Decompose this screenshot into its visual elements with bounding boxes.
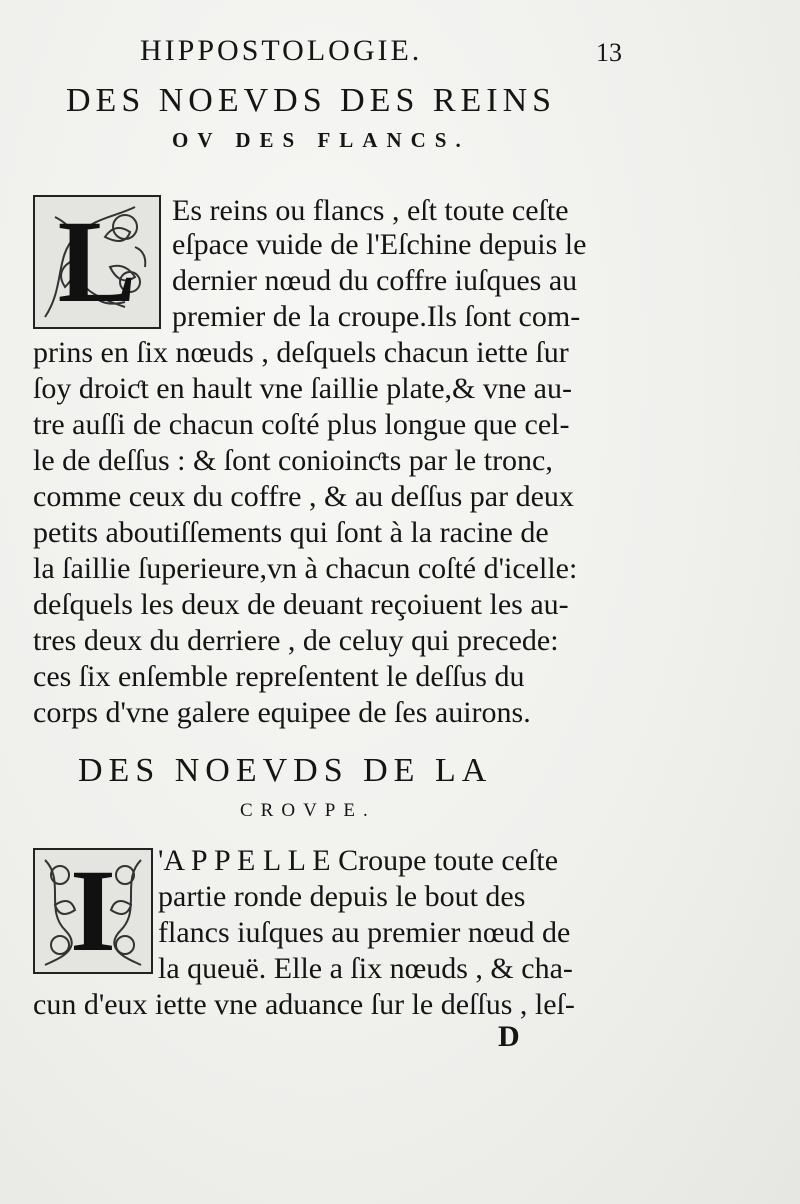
text-line: la queuë. Elle a ſix nœuds , & cha- [158, 952, 573, 985]
page-number: 13 [596, 38, 622, 67]
section-title: DES NOEVDS DES REINS [66, 82, 557, 119]
text-line: tre auſſi de chacun coſté plus longue que cel- [33, 408, 570, 441]
text-line: 'A P P E L L E Croupe toute ceſte [158, 844, 559, 877]
text-line: flancs iuſques au premier nœud de [158, 916, 571, 949]
text-line: cun d'eux iette vne aduance ſur le deſſus , leſ- [33, 988, 575, 1021]
section-title: DES NOEVDS DE LA [78, 752, 493, 789]
text-line: dernier nœud du coffre iuſques au [172, 264, 578, 297]
decorated-initial [33, 195, 161, 329]
decorated-initial [33, 848, 153, 974]
text-line: ces ſix enſemble repreſentent le deſſus du [33, 660, 525, 693]
initial-letter: L [57, 196, 137, 327]
text-line: premier de la croupe.Ils ſont com- [172, 300, 581, 333]
text-line: comme ceux du coffre , & au deſſus par deux [33, 480, 574, 513]
text-line: tres deux du derriere , de celuy qui precede: [33, 624, 559, 657]
text-line: deſquels les deux de deuant reçoiuent les au- [33, 588, 569, 621]
section-subtitle: CROVPE. [240, 800, 376, 821]
text-line: corps d'vne galere equipee de ſes auirons. [33, 696, 531, 729]
text-line: ſoy droiƈt en hault vne ſaillie plate,& vne au- [33, 372, 572, 405]
text-line: Es reins ou flancs , eſt toute ceſte [172, 194, 569, 227]
text-line: partie ronde depuis le bout des [158, 880, 526, 913]
text-line: le de deſſus : & ſont conioinƈts par le tronc, [33, 444, 553, 477]
running-title: HIPPOSTOLOGIE. [140, 34, 423, 67]
section-subtitle: OV DES FLANCS. [172, 128, 470, 152]
text-line: eſpace vuide de l'Eſchine depuis le [172, 228, 587, 261]
text-line: prins en ſix nœuds , deſquels chacun iette ſur [33, 336, 569, 369]
text-line: petits aboutiſſements qui ſont à la racine de [33, 516, 549, 549]
catchword: D [498, 1020, 520, 1053]
text-line: la ſaillie ſuperieure,vn à chacun coſté d'icelle: [33, 552, 578, 585]
initial-letter: I [70, 848, 116, 974]
